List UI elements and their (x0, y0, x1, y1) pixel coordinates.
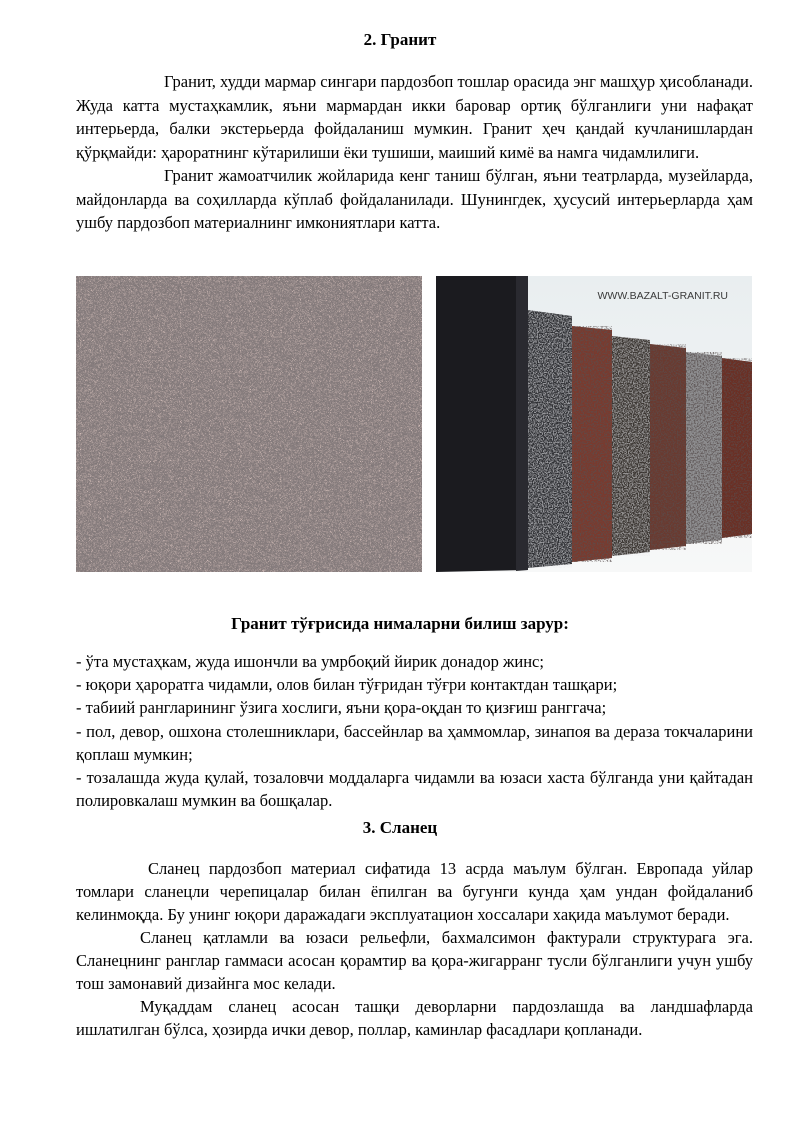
list-item: - тозалашда жуда қулай, тозаловчи моддаларга чидамли ва юзаси хаста бўлганда уни қайтадан полировкалаш мумкин ва бошқалар. (76, 768, 753, 811)
facts-list (76, 650, 753, 812)
list-item: - пол, девор, ошхона столешниклари, бассейнлар ва ҳаммомлар, зинапоя ва дераза токчаларини қоплаш мумкин; (76, 721, 753, 764)
list-item: - юқори ҳароратга чидамли, олов билан тўғридан тўғри контактдан ташқари; (76, 675, 618, 695)
section-title-granite: 2. Гранит (363, 30, 437, 49)
list-item: - ўта мустаҳкам, жуда ишончли ва умрбоқий йирик донадор жинс; (76, 652, 544, 671)
granite-paragraph-2: Гранит жамоатчилик жойларида кенг таниш бўлган, яъни театрларда, музейларда, майдонларда ва соҳилларда кўплаб фойдаланилади. Шунингдек, ҳусусий интерьерларда ҳам ушбу пардозбоп материалнинг имкониятлари катта. (76, 166, 753, 232)
granite-slabs-image (436, 276, 752, 572)
list-item: - табиий рангларининг ўзига хослиги, яъни қора-оқдан то қизғиш ранггача; (76, 698, 607, 718)
section-title-facts: Гранит тўғрисида нималарни билиш зарур: (231, 614, 569, 633)
slate-text (76, 857, 753, 1041)
slate-paragraph-2: Сланец қатламли ва юзаси рельефли, бахмалсимон фактурали структурага эга. Сланецнинг ранглар гаммаси асосан қорамтир ва қора-жигарранг тусли бўлганлиги учун ушбу тош замонавий дизайнга мос келади. (76, 928, 753, 993)
slate-paragraph-3: Муқаддам сланец асосан ташқи деворларни пардозлашда ва ландшафларда ишлатилган бўлса, ҳозирда ички девор, поллар, каминлар фасадлари қопланади. (76, 997, 753, 1039)
granite-paragraph-1: Гранит, худди мармар сингари пардозбоп тошлар орасида энг машҳур ҳисобланади. Жуда катта мустаҳкамлик, яъни мармардан икки баровар ортиқ бўлганлиги уни нафақат интерьерда, балки экстерьерда фойдаланиш мумкин. Гранит ҳеч қандай кучланишлардан қўрқмайди: ҳароратнинг кўтарилиши ёки тушиши, маиший кимё ва намга чидамлилиги. (76, 72, 753, 162)
photo-watermark: WWW.BAZALT-GRANIT.RU (597, 290, 728, 302)
slate-paragraph-1: Сланец пардозбоп материал сифатида 13 асрда маълум бўлган. Европада уйлар томлари сланецли черепицалар билан ёпилган ва бугунги кунда ҳам ундан фойдаланиб келинмоқда. Бу унинг юқори даражадаги эксплуатацион хоссалари хақида маълумот беради. (76, 859, 753, 924)
granite-text (76, 70, 753, 235)
section-title-slate: 3. Сланец (362, 818, 438, 837)
granite-texture-image (76, 276, 422, 572)
